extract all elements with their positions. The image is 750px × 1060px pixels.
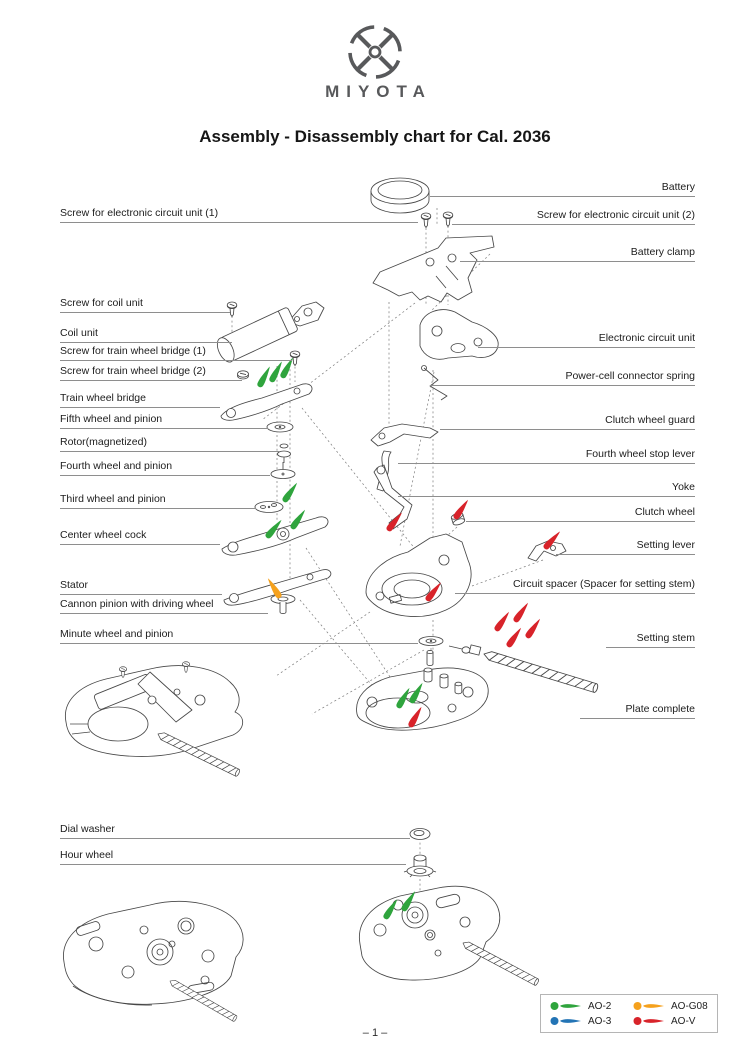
center-wheel-cock-part [222,517,328,555]
label-minute-wheel-and-pinion: Minute wheel and pinion [60,628,418,644]
label-circuit-spacer: Circuit spacer (Spacer for setting stem) [455,578,695,594]
legend-label: AO-G08 [671,1000,708,1012]
label-stator: Stator [60,579,222,595]
circuit-spacer-part [366,534,471,617]
legend-label: AO-2 [588,1000,612,1012]
third-wheel-part [255,502,283,513]
page-number: – 1 – [362,1027,388,1039]
label-screw-for-coil-unit: Screw for coil unit [60,297,230,313]
legend-label: AO-3 [588,1015,612,1027]
label-center-wheel-cock: Center wheel cock [60,529,220,545]
dial-washer-part [410,829,430,840]
label-clutch-wheel: Clutch wheel [466,506,695,522]
hour-wheel-part [404,855,436,877]
legend-item-ao-3 [550,1015,625,1027]
oil-arrow [505,626,523,649]
oil-drop-icon [633,1015,666,1027]
oil-arrow [493,610,511,633]
clutch-wheel-guard-part [371,424,438,446]
oil-arrow [512,601,530,624]
label-electronic-circuit-unit: Electronic circuit unit [478,332,695,348]
label-screw-for-electronic-circuit-unit-1: Screw for electronic circuit unit (1) [60,207,418,223]
label-cannon-pinion-with-driving-wheel: Cannon pinion with driving wheel [60,598,268,614]
label-power-cell-connector-spring: Power-cell connector spring [430,370,695,386]
label-fourth-wheel-stop-lever: Fourth wheel stop lever [398,448,695,464]
movement-plate-bottom-right-part [359,886,539,986]
minute-wheel-part [419,637,443,646]
movement-assembled-top-part [65,662,242,777]
label-screw-for-electronic-circuit-unit-2: Screw for electronic circuit unit (2) [452,209,695,225]
oil-arrow [281,481,299,504]
oil-arrow [524,617,542,640]
movement-plate-bottom-left-part [63,901,243,1021]
label-hour-wheel: Hour wheel [60,849,406,865]
screw-part [421,213,431,228]
cannon-pinion-part [271,595,295,614]
yoke-part [374,465,412,529]
label-dial-washer: Dial washer [60,823,410,839]
legend-item-ao-g08 [633,1000,708,1012]
label-yoke: Yoke [398,481,695,497]
label-fifth-wheel-and-pinion: Fifth wheel and pinion [60,413,268,429]
legend-item-ao-2 [550,1000,625,1012]
label-train-wheel-bridge: Train wheel bridge [60,392,220,408]
legend-label: AO-V [671,1015,696,1027]
label-screw-for-train-wheel-bridge-2: Screw for train wheel bridge (2) [60,365,242,381]
label-rotor-magnetized: Rotor(magnetized) [60,436,280,452]
brand-wordmark: MIYOTA [325,82,432,101]
label-third-wheel-and-pinion: Third wheel and pinion [60,493,256,509]
plate-complete-part [357,650,489,730]
oil-drop-icon [550,1000,583,1012]
oil-drop-icon [550,1015,583,1027]
label-clutch-wheel-guard: Clutch wheel guard [440,414,695,430]
label-screw-for-train-wheel-bridge-1: Screw for train wheel bridge (1) [60,345,292,361]
oil-arrow [256,365,272,388]
label-setting-lever: Setting lever [556,539,695,555]
label-fourth-wheel-and-pinion: Fourth wheel and pinion [60,460,270,476]
fourth-wheel-part [271,462,295,479]
label-plate-complete: Plate complete [580,703,695,719]
page-title: Assembly - Disassembly chart for Cal. 2036 [199,127,551,146]
legend-item-ao-v [633,1015,708,1027]
oil-drop-icon [633,1000,666,1012]
fifth-wheel-part [267,422,293,432]
label-coil-unit: Coil unit [60,327,232,343]
label-setting-stem: Setting stem [606,632,695,648]
label-battery: Battery [430,181,695,197]
label-battery-clamp: Battery clamp [460,246,695,262]
